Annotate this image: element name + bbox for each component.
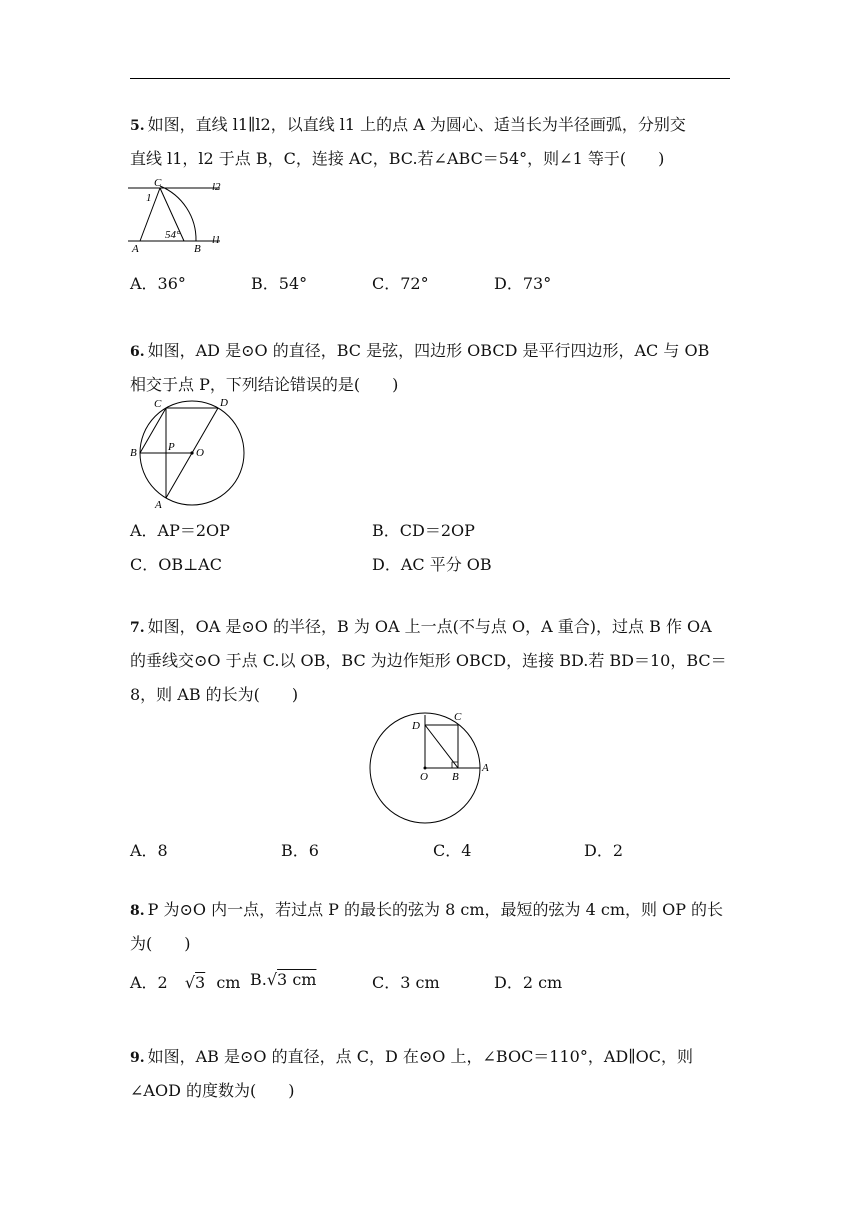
question-7-figure	[365, 708, 505, 828]
q6-option-d: D．AC 平分 OB	[372, 555, 492, 574]
question-7-line-1	[130, 614, 740, 637]
question-5-text-1: 如图，直线 l1∥l2，以直线 l1 上的点 A 为圆心、适当长为半径画弧，分别交	[147, 115, 686, 134]
fig5-label-1: 1	[146, 192, 152, 204]
q8-option-b-value: 3 cm	[277, 970, 317, 989]
fig6-label-d: D	[220, 397, 228, 409]
q8-option-a-unit: cm	[216, 973, 241, 992]
question-5-line-2: 直线 l1，l2 于点 B，C，连接 AC，BC.若∠ABC＝54°，则∠1 等于( )	[130, 149, 665, 168]
fig6-label-o: O	[196, 447, 204, 459]
q7-option-b: B．6	[281, 841, 319, 860]
q5-option-c: C．72°	[372, 274, 429, 293]
question-8-line-1	[130, 897, 740, 920]
question-7-line-3: 8，则 AB 的长为( )	[130, 685, 299, 704]
fig7-label-b: B	[452, 771, 459, 783]
q8-option-b-label: B.	[250, 970, 267, 989]
q8-option-a-radicand: 3	[195, 973, 206, 992]
fig5-label-l1: l1	[212, 234, 221, 246]
q7-option-c: C．4	[433, 841, 472, 860]
fig5-label-54: 54°	[165, 229, 181, 241]
q8-option-a	[130, 970, 240, 993]
question-6-figure	[128, 396, 253, 511]
fig5-label-b: B	[194, 243, 201, 255]
fig6-label-a: A	[155, 499, 162, 511]
q8-option-c: C．3 cm	[372, 973, 440, 992]
q6-option-c: C．OB⊥AC	[130, 555, 222, 574]
sqrt-icon: √	[184, 973, 196, 992]
fig6-label-c: C	[154, 398, 162, 410]
q7-option-a: A．8	[130, 841, 168, 860]
fig7-label-d: D	[412, 720, 420, 732]
q8-option-b	[250, 970, 316, 989]
question-9-text-1: 如图，AB 是⊙O 的直径，点 C，D 在⊙O 上，∠BOC＝110°，AD∥OC，则	[147, 1047, 693, 1066]
question-8-line-2: 为( )	[130, 934, 191, 953]
fig7-label-c: C	[454, 711, 462, 723]
fig5-label-c: C	[154, 177, 162, 189]
fig5-label-a: A	[132, 243, 139, 255]
question-7-line-2: 的垂线交⊙O 于点 C.以 OB，BC 为边作矩形 OBCD，连接 BD.若 BD＝10，BC＝	[130, 651, 727, 670]
question-6-line-2: 相交于点 P，下列结论错误的是( )	[130, 375, 399, 394]
fig5-label-l2: l2	[212, 181, 221, 193]
fig7-label-a: A	[482, 762, 489, 774]
fig6-label-p: P	[168, 441, 175, 453]
sqrt-icon: √	[266, 970, 278, 989]
fig7-label-o: O	[420, 771, 428, 783]
question-8-text-1: P 为⊙O 内一点，若过点 P 的最长的弦为 8 cm，最短的弦为 4 cm，则 OP 的长	[147, 900, 724, 919]
question-9-line-2: ∠AOD 的度数为( )	[130, 1081, 295, 1100]
question-6-number: 6.	[130, 344, 145, 360]
question-5-figure	[128, 175, 228, 260]
fig6-label-b: B	[130, 447, 137, 459]
q7-option-d: D．2	[584, 841, 624, 860]
q5-option-d: D．73°	[494, 274, 552, 293]
q6-option-a: A．AP＝2OP	[130, 521, 230, 540]
question-6-text-1: 如图，AD 是⊙O 的直径，BC 是弦，四边形 OBCD 是平行四边形，AC 与 OB	[147, 341, 710, 360]
question-7-text-1: 如图，OA 是⊙O 的半径，B 为 OA 上一点(不与点 O，A 重合)，过点 B 作 OA	[147, 617, 712, 636]
q6-option-b: B．CD＝2OP	[372, 521, 475, 540]
q5-option-b: B．54°	[251, 274, 308, 293]
question-6-line-1	[130, 338, 740, 361]
question-5-line-1	[130, 112, 740, 135]
question-8-number: 8.	[130, 903, 145, 919]
q8-option-d: D．2 cm	[494, 973, 563, 992]
question-7-number: 7.	[130, 620, 145, 636]
q5-option-a: A．36°	[130, 274, 186, 293]
question-9-number: 9.	[130, 1050, 145, 1066]
question-5-number: 5.	[130, 118, 145, 134]
header-rule	[130, 78, 730, 79]
question-9-line-1	[130, 1044, 740, 1067]
q8-option-a-coef: A．2	[130, 973, 168, 992]
